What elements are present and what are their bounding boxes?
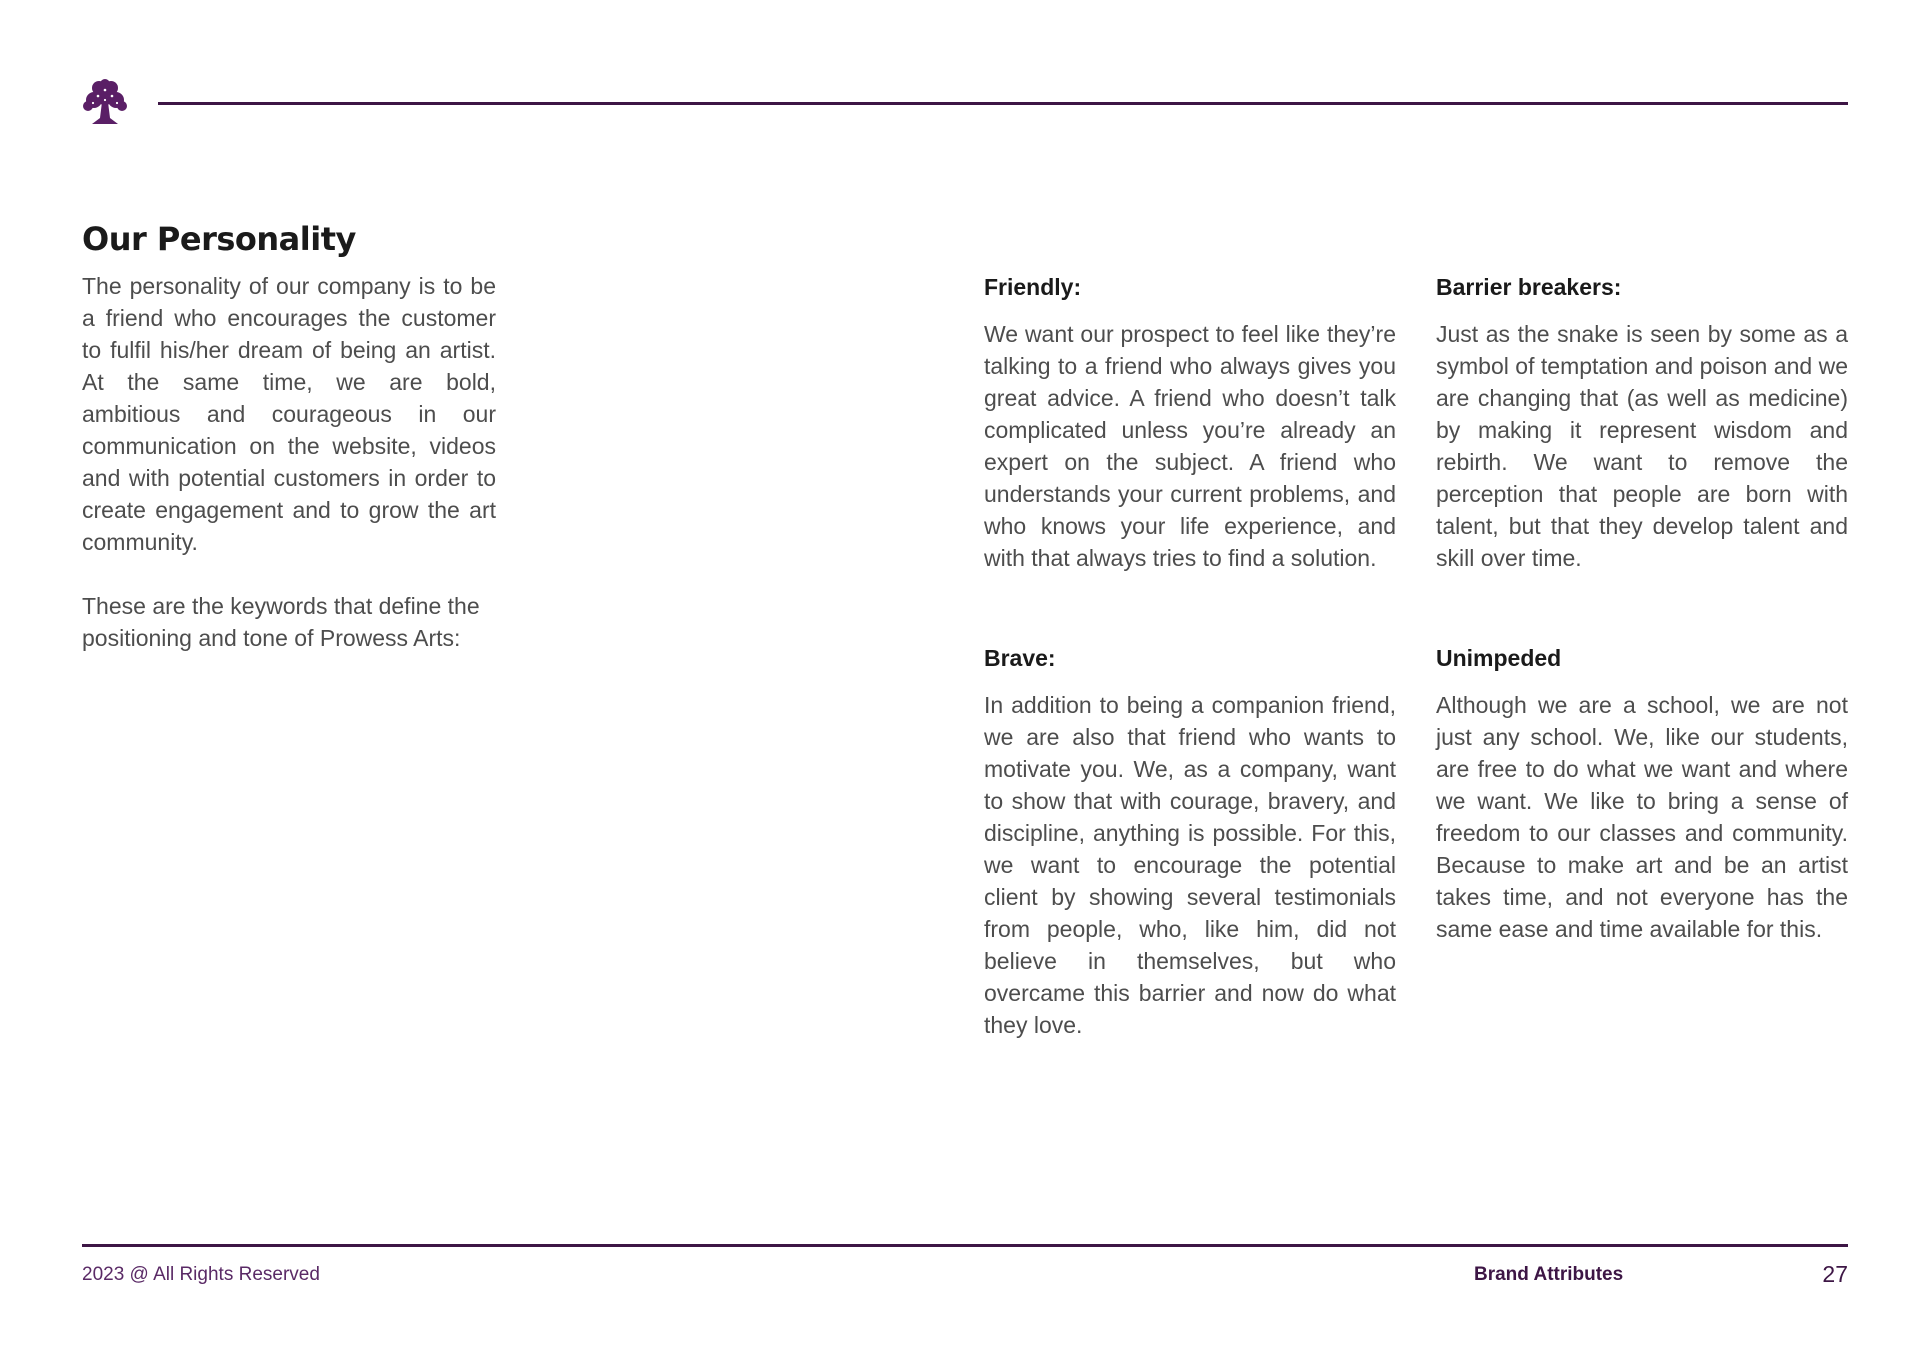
intro-paragraph: The personality of our company is to be a friend who encourages the customer to fulfil his/her dream of being an artist. At the same time, we are bold, ambitious and courageous in our communication on the website, videos and with potential customers in order to create engagement and to grow the art community. <box>82 273 496 555</box>
tree-icon <box>80 78 130 128</box>
attribute-heading: Friendly: <box>984 274 1082 300</box>
attribute-heading: Unimpeded <box>1436 645 1562 671</box>
attribute-text: Although we are a school, we are not just any school. We, like our students, are free to do what we want and where we want. We like to bring a sense of freedom to our classes and community. Because to make art and be an artist takes time, and not everyone has the same ease and time available for this. <box>1436 692 1848 942</box>
intro-section <box>82 270 496 654</box>
attribute-brave <box>984 643 1396 1041</box>
attribute-unimpeded <box>1436 643 1848 945</box>
copyright-text: 2023 @ All Rights Reserved <box>82 1264 320 1285</box>
page-number: 27 <box>1822 1261 1848 1287</box>
footer-section-title: Brand Attributes <box>1474 1264 1624 1285</box>
page-title: Our Personality <box>82 220 356 258</box>
attribute-barrier-breakers <box>1436 272 1848 574</box>
footer-divider <box>82 1244 1848 1247</box>
attribute-heading: Brave: <box>984 645 1056 671</box>
attribute-text: We want our prospect to feel like they’re talking to a friend who always gives you great advice. A friend who doesn’t talk complicated unless you’re already an expert on the subject. A friend who understands your current problems, and who knows your life experience, and with that always tries to find a solution. <box>984 321 1396 571</box>
header-divider <box>158 102 1848 105</box>
attribute-text: Just as the snake is seen by some as a symbol of temptation and poison and we are changing that (as well as medicine) by making it represent wisdom and rebirth. We want to remove the perception that people are born with talent, but that they develop talent and skill over time. <box>1436 321 1848 571</box>
attribute-friendly <box>984 272 1396 574</box>
attribute-heading: Barrier breakers: <box>1436 274 1622 300</box>
attribute-text: In addition to being a companion friend, we are also that friend who wants to motivate you. We, as a company, want to show that with courage, bravery, and discipline, anything is possible. For this, we want to encourage the potential client by showing several testimonials from people, who, like him, did not believe in themselves, but who overcame this barrier and now do what they love. <box>984 692 1396 1038</box>
keywords-lead-paragraph: These are the keywords that define the positioning and tone of Prowess Arts: <box>82 593 480 651</box>
